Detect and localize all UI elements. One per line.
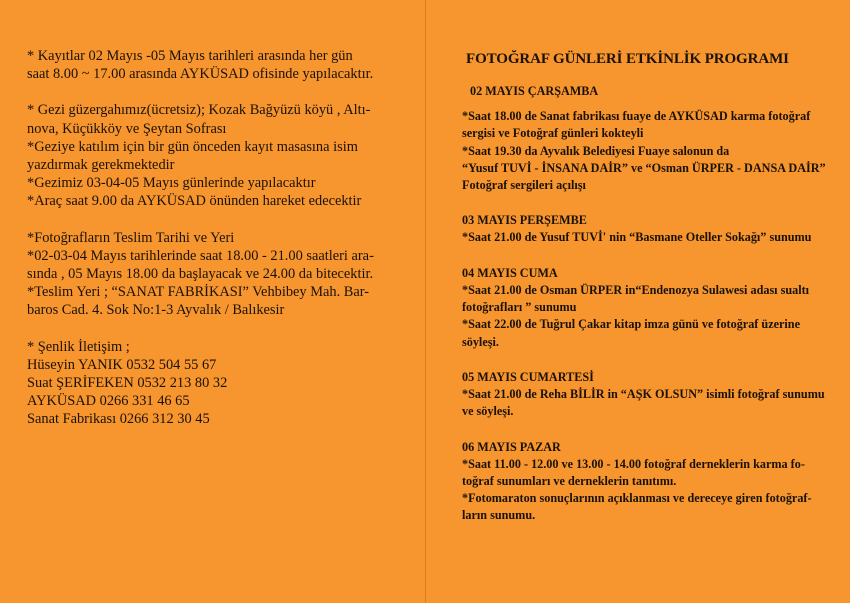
day-heading: 06 MAYIS PAZAR	[462, 439, 561, 454]
event-line: ların sunumu.	[462, 508, 536, 523]
text-line: nova, Küçükköy ve Şeytan Sofrası	[27, 120, 227, 137]
heading-gap	[462, 100, 850, 108]
event-line: *Saat 11.00 - 12.00 ve 13.00 - 14.00 fotoğraf derneklerin karma fo-	[462, 456, 805, 471]
paragraph-gap	[27, 83, 417, 101]
day-heading: 02 MAYIS ÇARŞAMBA	[470, 84, 599, 98]
program-block	[462, 50, 850, 525]
text-line: *Araç saat 9.00 da AYKÜSAD önünden hareket edecektir	[27, 193, 362, 210]
event-line: toğraf sunumları ve derneklerin tanıtımı.	[462, 473, 677, 488]
program-day	[462, 369, 850, 421]
section-gap	[462, 351, 850, 369]
text-line: baros Cad. 4. Sok No:1-3 Ayvalık / Balıkesir	[27, 302, 285, 319]
text-line: Suat ŞERİFEKEN 0532 213 80 32	[27, 375, 228, 392]
event-line: *Saat 21.00 de Yusuf TUVİ' nin “Basmane Oteller Sokağı” sunumu	[462, 230, 812, 245]
section-gap	[462, 247, 850, 265]
paragraph-gap	[27, 211, 417, 229]
program-day	[462, 212, 850, 246]
paragraph-gap	[27, 320, 417, 338]
event-line: ve söyleşi.	[462, 404, 514, 419]
text-line: yazdırmak gerekmektedir	[27, 157, 175, 174]
day-heading: 04 MAYIS CUMA	[462, 265, 558, 280]
event-line: *Saat 21.00 de Osman ÜRPER in“Endenozya Sulawesi adası sualtı	[462, 282, 810, 297]
event-line: sergisi ve Fotoğraf günleri kokteyli	[462, 126, 644, 141]
text-line: *Geziye katılım için bir gün önceden kayıt masasına isim	[27, 138, 358, 155]
day-heading: 03 MAYIS PERŞEMBE	[462, 213, 587, 228]
event-line: “Yusuf TUVİ - İNSANA DAİR” ve “Osman ÜRPER - DANSA DAİR”	[462, 160, 826, 175]
program-day	[462, 439, 850, 525]
day-heading: 05 MAYIS CUMARTESİ	[462, 369, 594, 384]
text-line: sında , 05 Mayıs 18.00 da başlayacak ve 24.00 da bitecektir.	[27, 266, 374, 283]
right-page	[426, 0, 850, 603]
left-text-block	[27, 47, 417, 429]
event-line: *Saat 18.00 de Sanat fabrikası fuaye de AYKÜSAD karma fotoğraf	[462, 109, 811, 123]
event-line: *Saat 21.00 de Reha BİLİR in “AŞK OLSUN” isimli fotoğraf sunumu	[462, 386, 825, 401]
text-line: saat 8.00 ~ 17.00 arasında AYKÜSAD ofisinde yapılacaktır.	[27, 66, 374, 83]
event-line: *Saat 19.30 da Ayvalık Belediyesi Fuaye salonun da	[462, 143, 730, 158]
text-line: AYKÜSAD 0266 331 46 65	[27, 393, 190, 410]
program-title: FOTOĞRAF GÜNLERİ ETKİNLİK PROGRAMI	[466, 51, 789, 67]
event-line: söyleşi.	[462, 334, 499, 349]
event-line: Fotoğraf sergileri açılışı	[462, 178, 586, 193]
event-line: *Fotomaraton sonuçlarının açıklanması ve dereceye giren fotoğraf-	[462, 491, 812, 506]
program-day	[462, 83, 850, 194]
text-line: * Kayıtlar 02 Mayıs -05 Mayıs tarihleri arasında her gün	[27, 48, 353, 64]
text-line: *02-03-04 Mayıs tarihlerinde saat 18.00 - 21.00 saatleri ara-	[27, 247, 374, 264]
text-line: *Fotoğrafların Teslim Tarihi ve Yeri	[27, 229, 235, 246]
text-line: *Teslim Yeri ; “SANAT FABRİKASI” Vehbibey Mah. Bar-	[27, 284, 370, 301]
text-line: * Gezi güzergahımız(ücretsiz); Kozak Bağyüzü köyü , Altı-	[27, 102, 371, 119]
text-line: *Gezimiz 03-04-05 Mayıs günlerinde yapılacaktır	[27, 175, 316, 192]
section-gap	[462, 194, 850, 212]
text-line: * Şenlik İletişim ;	[27, 338, 130, 355]
event-line: fotoğrafları ” sunumu	[462, 300, 577, 315]
section-gap	[462, 421, 850, 439]
text-line: Sanat Fabrikası 0266 312 30 45	[27, 411, 210, 428]
program-day	[462, 265, 850, 351]
event-line: *Saat 22.00 de Tuğrul Çakar kitap imza günü ve fotoğraf üzerine	[462, 317, 800, 332]
text-line: Hüseyin YANIK 0532 504 55 67	[27, 356, 217, 373]
program-days	[462, 83, 850, 525]
